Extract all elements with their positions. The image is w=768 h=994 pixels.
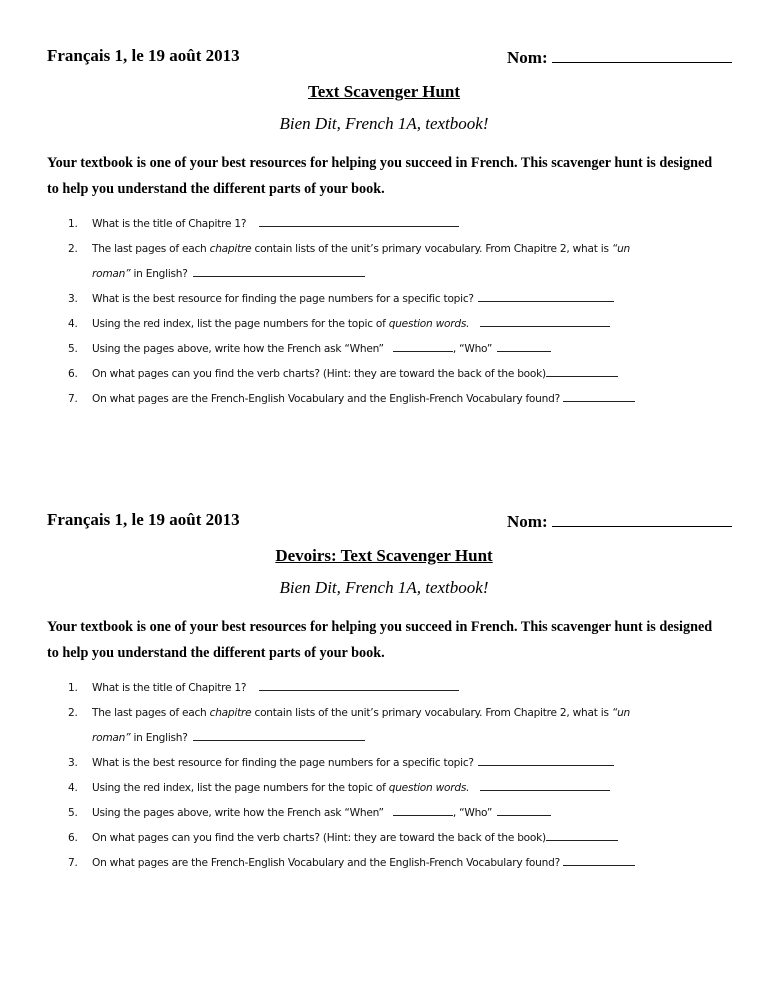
question-4	[68, 776, 748, 801]
question-4	[68, 312, 748, 337]
question-3	[68, 751, 748, 776]
worksheet-header	[47, 510, 737, 536]
question-7	[68, 387, 748, 412]
name-blank[interactable]	[552, 510, 732, 527]
question-number: 3.	[68, 757, 78, 769]
question-5	[68, 801, 748, 826]
worksheet-title	[0, 546, 768, 566]
answer-blank[interactable]	[259, 216, 459, 227]
answer-blank[interactable]	[193, 730, 365, 741]
question-number: 3.	[68, 293, 78, 305]
question-list	[68, 676, 748, 876]
question-emphasis: chapitre	[209, 707, 252, 719]
question-text: in English?	[130, 732, 188, 744]
question-emphasis: “un	[611, 243, 631, 255]
answer-blank-when[interactable]	[393, 341, 453, 352]
answer-blank[interactable]	[478, 755, 614, 766]
question-number: 4.	[68, 318, 78, 330]
question-emphasis: roman”	[92, 732, 131, 744]
question-number: 4.	[68, 782, 78, 794]
answer-blank[interactable]	[259, 680, 459, 691]
question-text: On what pages can you find the verb charts? (Hint: they are toward the back of the book)	[92, 368, 546, 380]
worksheet-header	[47, 46, 737, 72]
name-field	[507, 46, 732, 68]
question-text: On what pages can you find the verb charts? (Hint: they are toward the back of the book)	[92, 832, 546, 844]
answer-blank[interactable]	[546, 366, 618, 377]
answer-blank-when[interactable]	[393, 805, 453, 816]
question-2	[68, 237, 748, 262]
question-2-continued	[68, 262, 748, 287]
question-text: On what pages are the French-English Vocabulary and the English-French Vocabulary found?	[92, 857, 560, 869]
name-field	[507, 510, 732, 532]
answer-blank-who[interactable]	[497, 341, 551, 352]
question-list	[68, 212, 748, 412]
question-text: What is the best resource for finding the page numbers for a specific topic?	[92, 293, 474, 305]
question-emphasis: question words.	[388, 318, 470, 330]
question-6	[68, 826, 748, 851]
question-text: , “Who”	[452, 343, 493, 355]
question-text: What is the title of Chapitre 1?	[92, 218, 247, 230]
question-text: Using the red index, list the page numbers for the topic of	[92, 782, 389, 794]
worksheet-title-text: Devoirs: Text Scavenger Hunt	[275, 546, 493, 565]
name-label: Nom:	[507, 48, 548, 67]
question-number: 5.	[68, 343, 78, 355]
question-number: 7.	[68, 393, 78, 405]
question-text: What is the best resource for finding the page numbers for a specific topic?	[92, 757, 474, 769]
question-1	[68, 676, 748, 701]
question-number: 2.	[68, 707, 78, 719]
answer-blank[interactable]	[193, 266, 365, 277]
question-2	[68, 701, 748, 726]
question-text: Using the red index, list the page numbers for the topic of	[92, 318, 389, 330]
question-text: Using the pages above, write how the French ask “When”	[92, 807, 384, 819]
question-text: What is the title of Chapitre 1?	[92, 682, 247, 694]
worksheet-subtitle: Bien Dit, French 1A, textbook!	[279, 114, 489, 133]
question-number: 2.	[68, 243, 78, 255]
question-text: contain lists of the unit’s primary vocabulary. From Chapitre 2, what is	[251, 707, 612, 719]
worksheet-title	[0, 82, 768, 102]
worksheet-title-text: Text Scavenger Hunt	[307, 82, 461, 101]
class-date: Français 1, le 19 août 2013	[47, 46, 240, 65]
question-emphasis: roman”	[92, 268, 131, 280]
question-number: 6.	[68, 368, 78, 380]
name-blank[interactable]	[552, 46, 732, 63]
question-5	[68, 337, 748, 362]
worksheet-subtitle: Bien Dit, French 1A, textbook!	[279, 578, 489, 597]
question-number: 7.	[68, 857, 78, 869]
question-7	[68, 851, 748, 876]
question-1	[68, 212, 748, 237]
question-6	[68, 362, 748, 387]
question-number: 1.	[68, 218, 78, 230]
answer-blank-who[interactable]	[497, 805, 551, 816]
worksheet-intro: Your textbook is one of your best resources for helping you succeed in French. This scavenger hunt is designed to help you understand the different parts of your book.	[47, 155, 713, 197]
question-text: contain lists of the unit’s primary vocabulary. From Chapitre 2, what is	[251, 243, 612, 255]
answer-blank[interactable]	[480, 780, 610, 791]
question-number: 6.	[68, 832, 78, 844]
answer-blank[interactable]	[480, 316, 610, 327]
question-2-continued	[68, 726, 748, 751]
question-emphasis: chapitre	[209, 243, 252, 255]
question-text: Using the pages above, write how the French ask “When”	[92, 343, 384, 355]
question-number: 1.	[68, 682, 78, 694]
class-date: Français 1, le 19 août 2013	[47, 510, 240, 529]
question-text: On what pages are the French-English Vocabulary and the English-French Vocabulary found?	[92, 393, 560, 405]
name-label: Nom:	[507, 512, 548, 531]
question-text: , “Who”	[452, 807, 493, 819]
worksheet-intro: Your textbook is one of your best resources for helping you succeed in French. This scavenger hunt is designed to help you understand the different parts of your book.	[47, 619, 713, 661]
question-emphasis: “un	[611, 707, 631, 719]
question-emphasis: question words.	[388, 782, 470, 794]
question-text: The last pages of each	[92, 707, 210, 719]
question-3	[68, 287, 748, 312]
question-number: 5.	[68, 807, 78, 819]
question-text: in English?	[130, 268, 188, 280]
answer-blank[interactable]	[478, 291, 614, 302]
answer-blank[interactable]	[546, 830, 618, 841]
answer-blank[interactable]	[563, 391, 635, 402]
question-text: The last pages of each	[92, 243, 210, 255]
answer-blank[interactable]	[563, 855, 635, 866]
